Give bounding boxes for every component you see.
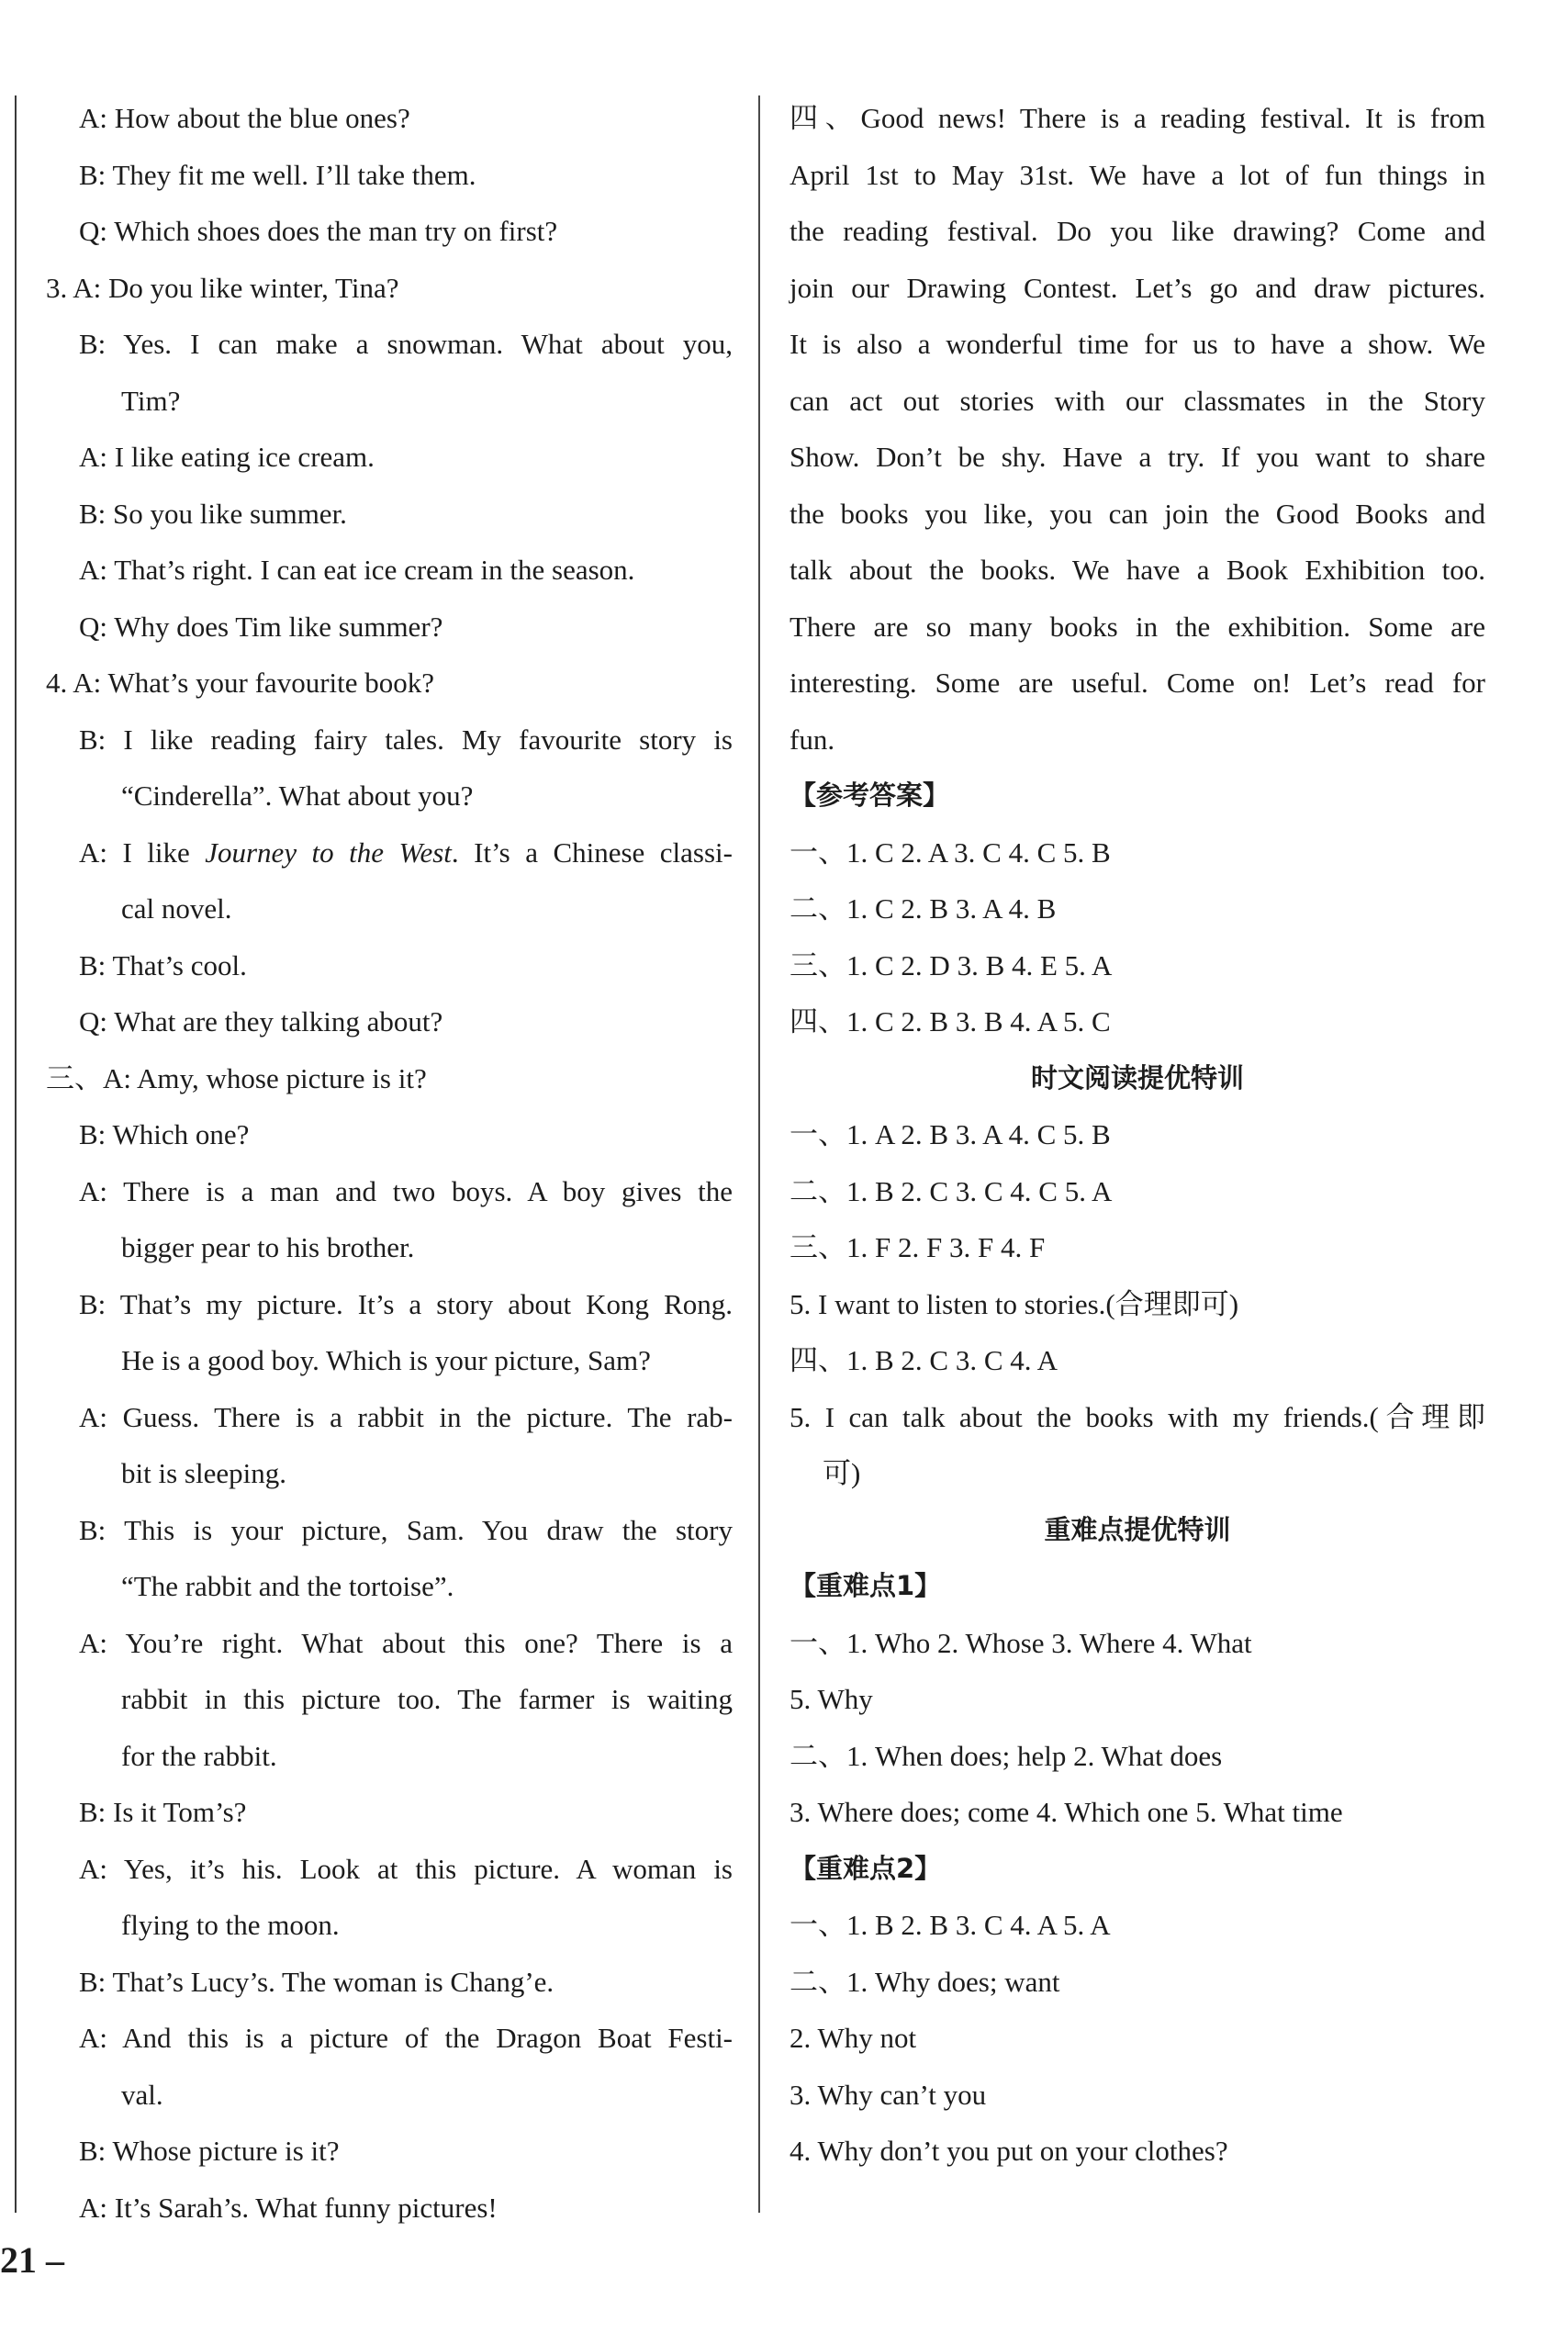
right-line: Show. Don’t be shy. Have a try. If you want to share (790, 441, 1485, 473)
right-line: 二、1. Why does; want (790, 1965, 1060, 1998)
right-line: 重难点提优特训 (1044, 1513, 1231, 1545)
left-line: B: Whose picture is it? (79, 2135, 340, 2167)
left-line: Q: Why does Tim like summer? (79, 610, 443, 643)
left-line: He is a good boy. Which is your picture, Sam? (121, 1344, 651, 1376)
right-line: 5. I want to listen to stories.(合理即可) (790, 1287, 1239, 1320)
right-line: 一、1. A 2. B 3. A 4. C 5. B (790, 1118, 1111, 1150)
right-line: 3. Why can’t you (790, 2078, 987, 2111)
column-divider (758, 95, 760, 2213)
left-line: cal novel. (121, 892, 232, 925)
right-line: 【重难点2】 (790, 1852, 942, 1884)
right-line: 4. Why don’t you put on your clothes? (790, 2135, 1228, 2167)
left-line: B: Is it Tom’s? (79, 1796, 247, 1828)
right-line: 5. Why (790, 1683, 873, 1715)
right-line: 二、1. When does; help 2. What does (790, 1739, 1223, 1772)
left-line: Tim? (121, 384, 181, 417)
left-line: A: And this is a picture of the Dragon Boat Festi- (79, 2022, 733, 2054)
left-line: “The rabbit and the tortoise”. (121, 1570, 454, 1602)
left-line: “Cinderella”. What about you? (121, 779, 474, 812)
text-segment: . It’s a Chinese classi- (451, 836, 733, 869)
right-line: talk about the books. We have a Book Exhibition too. (790, 554, 1485, 586)
left-line: A: Yes, it’s his. Look at this picture. A woman is (79, 1852, 733, 1885)
left-line: B: That’s cool. (79, 948, 247, 981)
page-edge-line (15, 95, 17, 2213)
right-line: 一、1. Who 2. Whose 3. Where 4. What (790, 1626, 1252, 1659)
text-segment: A: I like (79, 836, 206, 869)
right-line: There are so many books in the exhibition. Some are (790, 610, 1485, 643)
right-line: join our Drawing Contest. Let’s go and draw pictures. (790, 271, 1485, 304)
left-line: rabbit in this picture too. The farmer is waiting (121, 1683, 733, 1715)
left-line: A: You’re right. What about this one? There is a (79, 1626, 733, 1659)
right-line: 三、1. F 2. F 3. F 4. F (790, 1231, 1046, 1263)
left-line: B: I like reading fairy tales. My favourite story is (79, 723, 733, 756)
left-line: bit is sleeping. (121, 1457, 286, 1489)
right-line: the reading festival. Do you like drawing? Come and (790, 215, 1485, 247)
right-line: 可) (823, 1457, 861, 1489)
left-column (46, 90, 733, 2236)
right-line: 3. Where does; come 4. Which one 5. What time (790, 1796, 1343, 1828)
left-line: B: Which one? (79, 1118, 250, 1150)
left-line: B: So you like summer. (79, 497, 347, 530)
right-line: April 1st to May 31st. We have a lot of fun things in (790, 158, 1485, 191)
left-line: 3. A: Do you like winter, Tina? (46, 271, 399, 304)
left-line (46, 824, 733, 881)
left-line: bigger pear to his brother. (121, 1231, 415, 1263)
right-line: 三、1. C 2. D 3. B 4. E 5. A (790, 948, 1113, 981)
right-column (790, 90, 1485, 2180)
left-line: B: That’s Lucy’s. The woman is Chang’e. (79, 1965, 554, 1998)
right-line: fun. (790, 723, 835, 756)
right-line: 一、1. B 2. B 3. C 4. A 5. A (790, 1909, 1111, 1941)
left-line: B: They fit me well. I’ll take them. (79, 158, 476, 191)
left-line: 4. A: What’s your favourite book? (46, 667, 435, 699)
left-line: A: That’s right. I can eat ice cream in the season. (79, 554, 635, 586)
right-line: the books you like, you can join the Good Books and (790, 497, 1485, 530)
book-title: Journey to the West (205, 836, 452, 869)
left-line: Q: What are they talking about? (79, 1005, 443, 1037)
left-line: B: This is your picture, Sam. You draw the story (79, 1513, 733, 1546)
right-line: 四、1. B 2. C 3. C 4. A (790, 1344, 1058, 1376)
right-line: 5. I can talk about the books with my friends.(合理即 (790, 1400, 1485, 1433)
right-line: interesting. Some are useful. Come on! Let’s read for (790, 667, 1485, 699)
right-line: 时文阅读提优特训 (1030, 1061, 1244, 1093)
left-line: A: There is a man and two boys. A boy gives the (79, 1174, 733, 1207)
right-line: 2. Why not (790, 2022, 917, 2054)
right-line: 二、1. B 2. C 3. C 4. C 5. A (790, 1174, 1113, 1207)
right-line: 【参考答案】 (790, 779, 950, 811)
left-line: for the rabbit. (121, 1739, 277, 1772)
page-number: 21 – (0, 2239, 64, 2281)
right-line: can act out stories with our classmates in the Story (790, 384, 1485, 417)
left-line: A: Guess. There is a rabbit in the picture. The rab- (79, 1400, 733, 1433)
left-line: B: Yes. I can make a snowman. What about you, (79, 328, 733, 360)
left-line: A: I like eating ice cream. (79, 441, 375, 473)
right-line: 四、Good news! There is a reading festival. It is from (790, 102, 1485, 134)
left-line: A: It’s Sarah’s. What funny pictures! (79, 2191, 498, 2224)
left-line: 三、A: Amy, whose picture is it? (46, 1061, 427, 1094)
right-line: 一、1. C 2. A 3. C 4. C 5. B (790, 836, 1111, 869)
right-line: 二、1. C 2. B 3. A 4. B (790, 892, 1057, 925)
left-line: Q: Which shoes does the man try on first? (79, 215, 558, 247)
right-line: It is also a wonderful time for us to have a show. We (790, 328, 1485, 360)
right-line: 【重难点1】 (790, 1570, 942, 1601)
left-line: val. (121, 2078, 163, 2111)
left-line: flying to the moon. (121, 1909, 340, 1941)
right-line: 四、1. C 2. B 3. B 4. A 5. C (790, 1005, 1111, 1037)
left-line: B: That’s my picture. It’s a story about Kong Rong. (79, 1287, 733, 1320)
left-line: A: How about the blue ones? (79, 102, 410, 134)
